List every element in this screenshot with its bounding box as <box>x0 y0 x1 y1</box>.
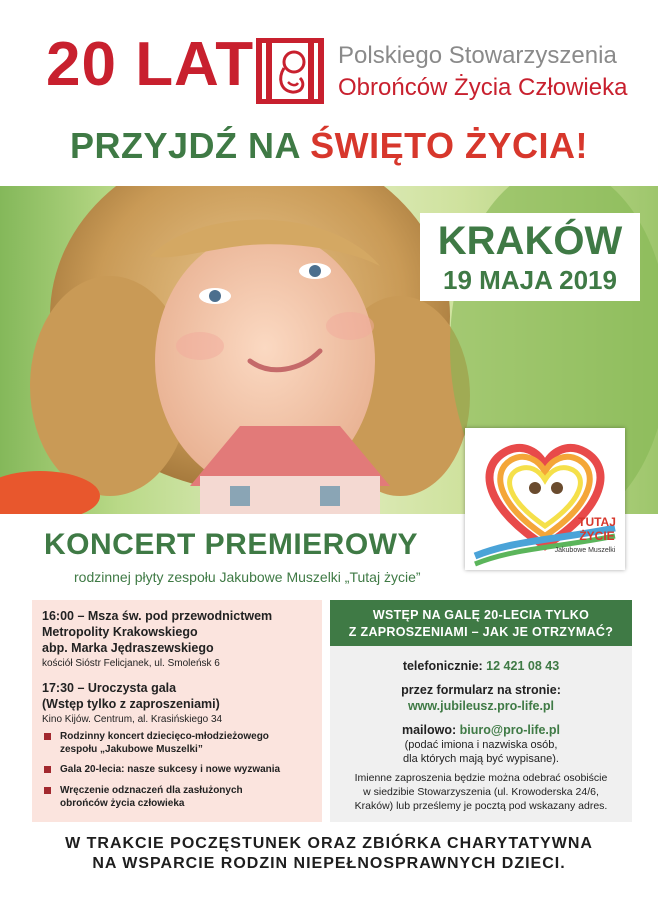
bullet-square-icon <box>44 766 51 773</box>
cd-title-line2: ŻYCIE <box>579 529 615 543</box>
fetus-logo-icon <box>256 38 324 104</box>
bullet-square-icon <box>44 787 51 794</box>
tagline-part1: PRZYJDŹ NA <box>69 125 300 166</box>
rainbow-heart-icon <box>465 428 625 570</box>
gala-line1: 17:30 – Uroczysta gala <box>42 681 177 695</box>
invitation-header <box>330 600 632 646</box>
phone-row <box>330 658 632 674</box>
event-date: 19 MAJA 2019 <box>443 265 617 295</box>
website-link[interactable]: www.jubileusz.pro-life.pl <box>407 699 555 713</box>
cd-title-line1: TUTAJ <box>578 515 616 529</box>
footer-line2: NA WSPARCIE RODZIN NIEPEŁNOSPRAWNYCH DZIECI. <box>92 855 566 872</box>
schedule-box <box>32 600 322 822</box>
org-name-line2: Obrońców Życia Człowieka <box>338 74 628 101</box>
bullet1-line2: zespołu „Jakubowe Muszelki” <box>60 744 203 755</box>
gala-place: Kino Kijów. Centrum, al. Krasińskiego 34 <box>42 714 223 725</box>
tagline-part2: ŚWIĘTO ŻYCIA! <box>310 125 589 166</box>
invitation-header-line2: Z ZAPROSZENIAMI – JAK JE OTRZYMAĆ? <box>348 625 614 639</box>
mail-note-line2: dla których mają być wypisane). <box>403 753 559 765</box>
bullet2: Gala 20-lecia: nasze sukcesy i nowe wyzwania <box>60 764 281 775</box>
concert-title: KONCERT PREMIEROWY <box>44 528 419 561</box>
phone-number: 12 421 08 43 <box>486 659 560 673</box>
event-city: KRAKÓW <box>437 219 623 263</box>
pickup-line2: w siedzibie Stowarzyszenia (ul. Krowoderska 24/6, <box>363 786 599 798</box>
invitation-box <box>330 600 632 822</box>
mass-line3: abp. Marka Jędraszewskiego <box>42 641 214 655</box>
years-title: 20 LAT <box>46 30 255 99</box>
form-label: przez formularz na stronie: <box>401 683 561 697</box>
mail-note-line1: (podać imiona i nazwiska osób, <box>404 739 558 751</box>
header <box>0 0 658 190</box>
bullet3-line1: Wręczenie odznaczeń dla zasłużonych <box>60 785 243 796</box>
city-date-box <box>420 213 640 301</box>
bullet1-line1: Rodzinny koncert dziecięco-młodzieżowego <box>60 731 269 742</box>
phone-label: telefonicznie: <box>402 659 483 673</box>
concert-subtitle: rodzinnej płyty zespołu Jakubowe Muszelki „Tutaj życie” <box>74 569 421 585</box>
bullet3-line2: obrońców życia człowieka <box>60 798 185 809</box>
bullet-square-icon <box>44 733 51 740</box>
pickup-line3: Kraków) lub prześlemy je pocztą pod wskazany adres. <box>354 800 608 812</box>
mail-label: mailowo: <box>401 723 457 737</box>
mass-place: kościół Sióstr Felicjanek, ul. Smoleńsk 6 <box>42 658 220 669</box>
gala-line2: (Wstęp tylko z zaproszeniami) <box>42 697 220 711</box>
pickup-line1: Imienne zaproszenia będzie można odebrać osobiście <box>354 772 608 784</box>
tagline <box>0 124 658 168</box>
org-name-line1: Polskiego Stowarzyszenia <box>338 42 617 69</box>
mass-line1: 16:00 – Msza św. pod przewodnictwem <box>42 609 273 623</box>
email-link[interactable]: biuro@pro-life.pl <box>459 723 561 737</box>
mail-row <box>330 722 632 738</box>
mass-line2: Metropolity Krakowskiego <box>42 625 198 639</box>
footer-notice <box>0 834 658 874</box>
cd-cover <box>465 428 625 570</box>
invitation-header-line1: WSTĘP NA GALĘ 20-LECIA TYLKO <box>372 608 590 622</box>
cd-band: Jakubowe Muszelki <box>554 547 616 554</box>
footer-line1: W TRAKCIE POCZĘSTUNEK ORAZ ZBIÓRKA CHARYTATYWNA <box>65 835 593 852</box>
